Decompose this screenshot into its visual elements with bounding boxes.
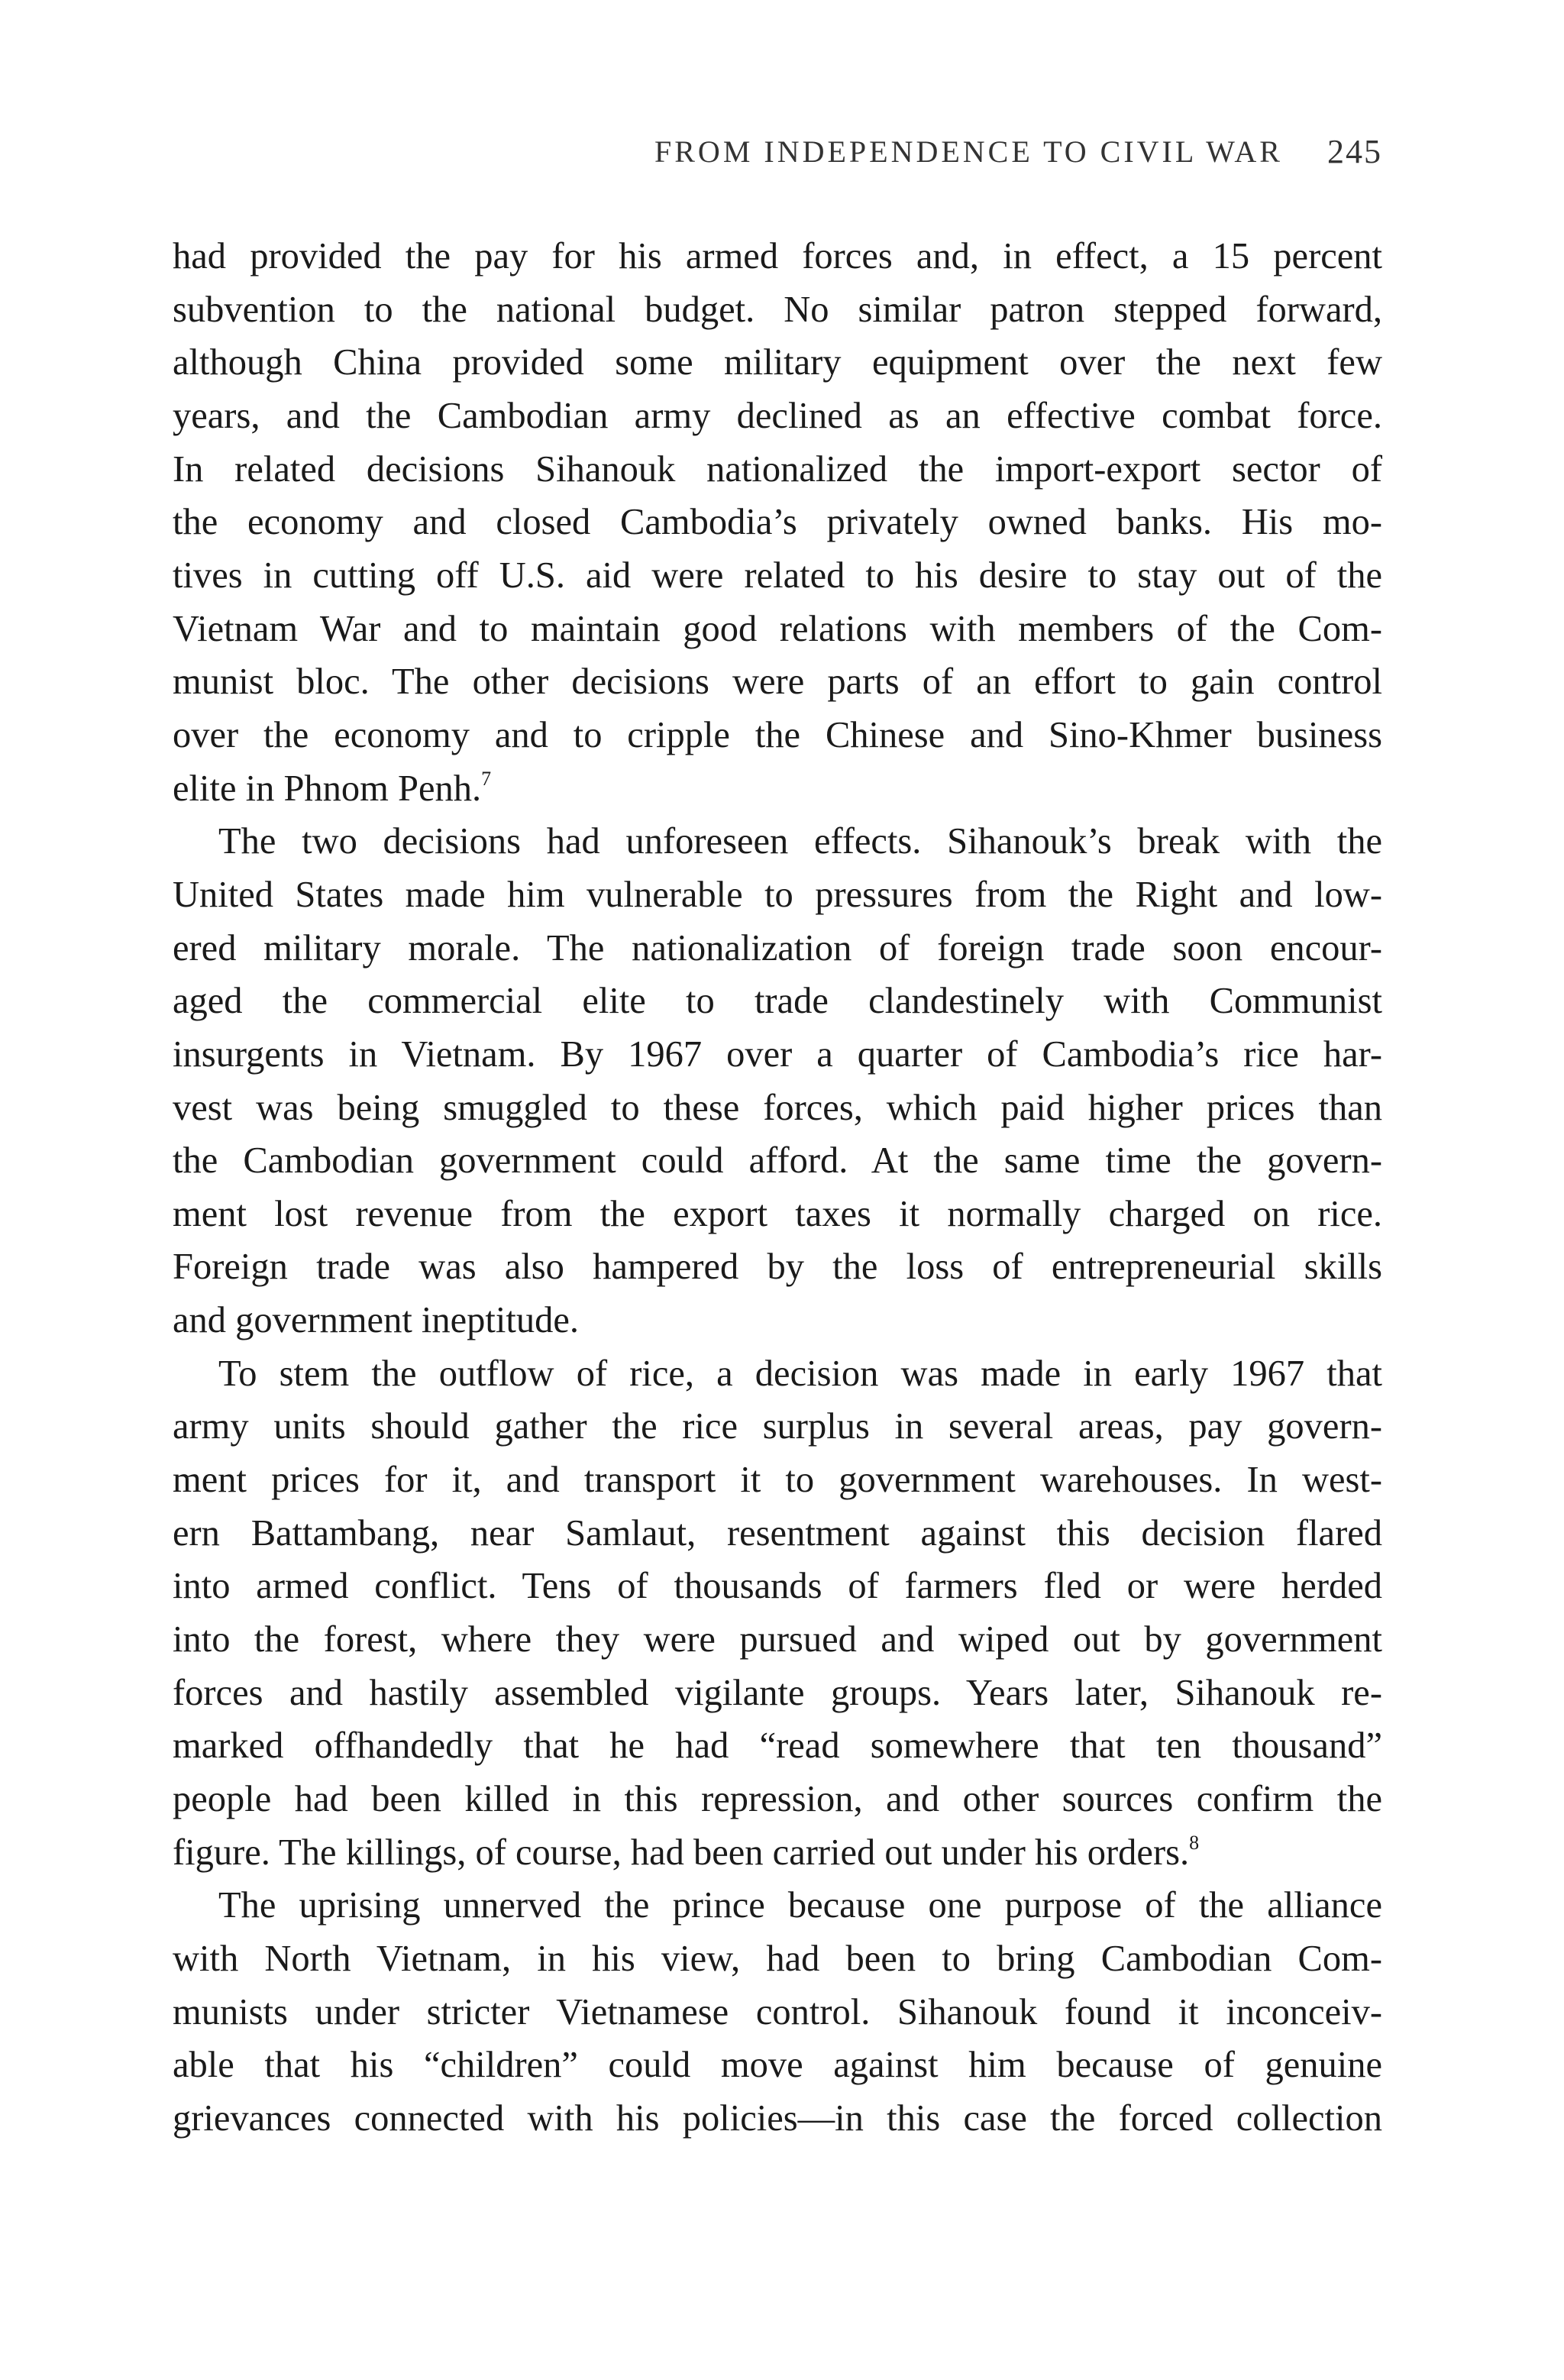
line-text: In related decisions Sihanouk nationalized the import-export sector of [173, 448, 1382, 490]
text-line [173, 1454, 1382, 1507]
line-text: grievances connected with his policies—in this case the forced collection [173, 2097, 1382, 2139]
line-text: United States made him vulnerable to pressures from the Right and low- [173, 874, 1382, 915]
line-text: and government ineptitude. [173, 1300, 580, 1341]
text-line [173, 549, 1382, 603]
text-line [173, 1932, 1382, 1986]
line-text: The uprising unnerved the prince because one purpose of the alliance [218, 1885, 1382, 1926]
line-text: vest was being smuggled to these forces, which paid higher prices than [173, 1087, 1382, 1128]
text-line [173, 336, 1382, 390]
line-text: Foreign trade was also hampered by the loss of entrepreneurial skills [173, 1247, 1382, 1288]
line-text: elite in Phnom Penh. [173, 768, 482, 809]
text-line [173, 2092, 1382, 2146]
text-line [173, 1560, 1382, 1613]
text-line [173, 443, 1382, 496]
line-text: forces and hastily assembled vigilante groups. Years later, Sihanouk re- [173, 1672, 1382, 1713]
text-line [173, 1028, 1382, 1082]
line-text: To stem the outflow of rice, a decision was made in early 1967 that [218, 1353, 1382, 1394]
text-line [173, 603, 1382, 656]
line-text: years, and the Cambodian army declined as an effective combat force. [173, 395, 1382, 436]
line-text: aged the commercial elite to trade clandestinely with Communist [173, 981, 1382, 1022]
text-line [173, 1773, 1382, 1826]
paragraph [173, 1347, 1382, 1880]
line-text: The two decisions had unforeseen effects. Sihanouk’s break with the [218, 821, 1382, 862]
line-text: munists under stricter Vietnamese control. Sihanouk found it inconceiv- [173, 1991, 1382, 2032]
paragraph [173, 230, 1382, 815]
line-text: ment lost revenue from the export taxes it normally charged on rice. [173, 1193, 1382, 1234]
text-line [173, 1188, 1382, 1241]
text-line [173, 815, 1382, 868]
line-text: tives in cutting off U.S. aid were related to his desire to stay out of the [173, 555, 1382, 596]
line-text: over the economy and to cripple the Chinese and Sino-Khmer business [173, 714, 1382, 755]
page-number: 245 [1327, 132, 1382, 170]
line-text: ered military morale. The nationalization of foreign trade soon encour- [173, 927, 1382, 968]
running-title: FROM INDEPENDENCE TO CIVIL WAR [654, 134, 1283, 169]
body-text [173, 230, 1382, 2146]
text-line [173, 1667, 1382, 1720]
text-line [173, 1826, 1382, 1880]
text-line [173, 1294, 1382, 1347]
text-line [173, 230, 1382, 283]
text-line [173, 390, 1382, 443]
line-text: although China provided some military equipment over the next few [173, 342, 1382, 383]
text-line [173, 922, 1382, 975]
running-header [654, 128, 1382, 174]
line-text: ern Battambang, near Samlaut, resentment against this decision flared [173, 1512, 1382, 1554]
line-text: army units should gather the rice surplus in several areas, pay govern- [173, 1406, 1382, 1447]
text-line [173, 1082, 1382, 1135]
line-text: had provided the pay for his armed forces and, in effect, a 15 percent [173, 236, 1382, 276]
text-line [173, 1134, 1382, 1188]
paragraph [173, 1879, 1382, 2145]
line-text: subvention to the national budget. No similar patron stepped forward, [173, 289, 1382, 330]
text-line [173, 1347, 1382, 1401]
text-line [173, 283, 1382, 337]
text-line [173, 1613, 1382, 1667]
text-line [173, 975, 1382, 1028]
line-text: the economy and closed Cambodia’s privately owned banks. His mo- [173, 502, 1382, 543]
text-line [173, 762, 1382, 816]
line-text: figure. The killings, of course, had been carried out under his orders. [173, 1832, 1190, 1873]
text-line [173, 709, 1382, 762]
footnote-marker[interactable]: 7 [481, 767, 492, 790]
footnote-marker[interactable]: 8 [1189, 1831, 1200, 1854]
paragraph [173, 815, 1382, 1347]
text-line [173, 868, 1382, 922]
line-text: Vietnam War and to maintain good relations with members of the Com- [173, 608, 1382, 649]
text-line [173, 1240, 1382, 1294]
line-text: able that his “children” could move against him because of genuine [173, 2045, 1382, 2086]
text-line [173, 1879, 1382, 1932]
line-text: into the forest, where they were pursued and wiped out by government [173, 1619, 1382, 1661]
text-line [173, 2039, 1382, 2092]
line-text: munist bloc. The other decisions were parts of an effort to gain control [173, 661, 1382, 703]
text-line [173, 1986, 1382, 2039]
line-text: with North Vietnam, in his view, had been to bring Cambodian Com- [173, 1939, 1382, 1979]
text-line [173, 1400, 1382, 1454]
line-text: ment prices for it, and transport it to government warehouses. In west- [173, 1460, 1382, 1501]
line-text: into armed conflict. Tens of thousands of farmers fled or were herded [173, 1566, 1382, 1607]
line-text: insurgents in Vietnam. By 1967 over a quarter of Cambodia’s rice har- [173, 1033, 1382, 1075]
line-text: people had been killed in this repression, and other sources confirm the [173, 1779, 1382, 1820]
text-line [173, 655, 1382, 709]
text-line [173, 1507, 1382, 1560]
line-text: the Cambodian government could afford. At the same time the govern- [173, 1140, 1382, 1182]
text-line [173, 496, 1382, 549]
text-line [173, 1719, 1382, 1773]
line-text: marked offhandedly that he had “read somewhere that ten thousand” [173, 1725, 1382, 1767]
